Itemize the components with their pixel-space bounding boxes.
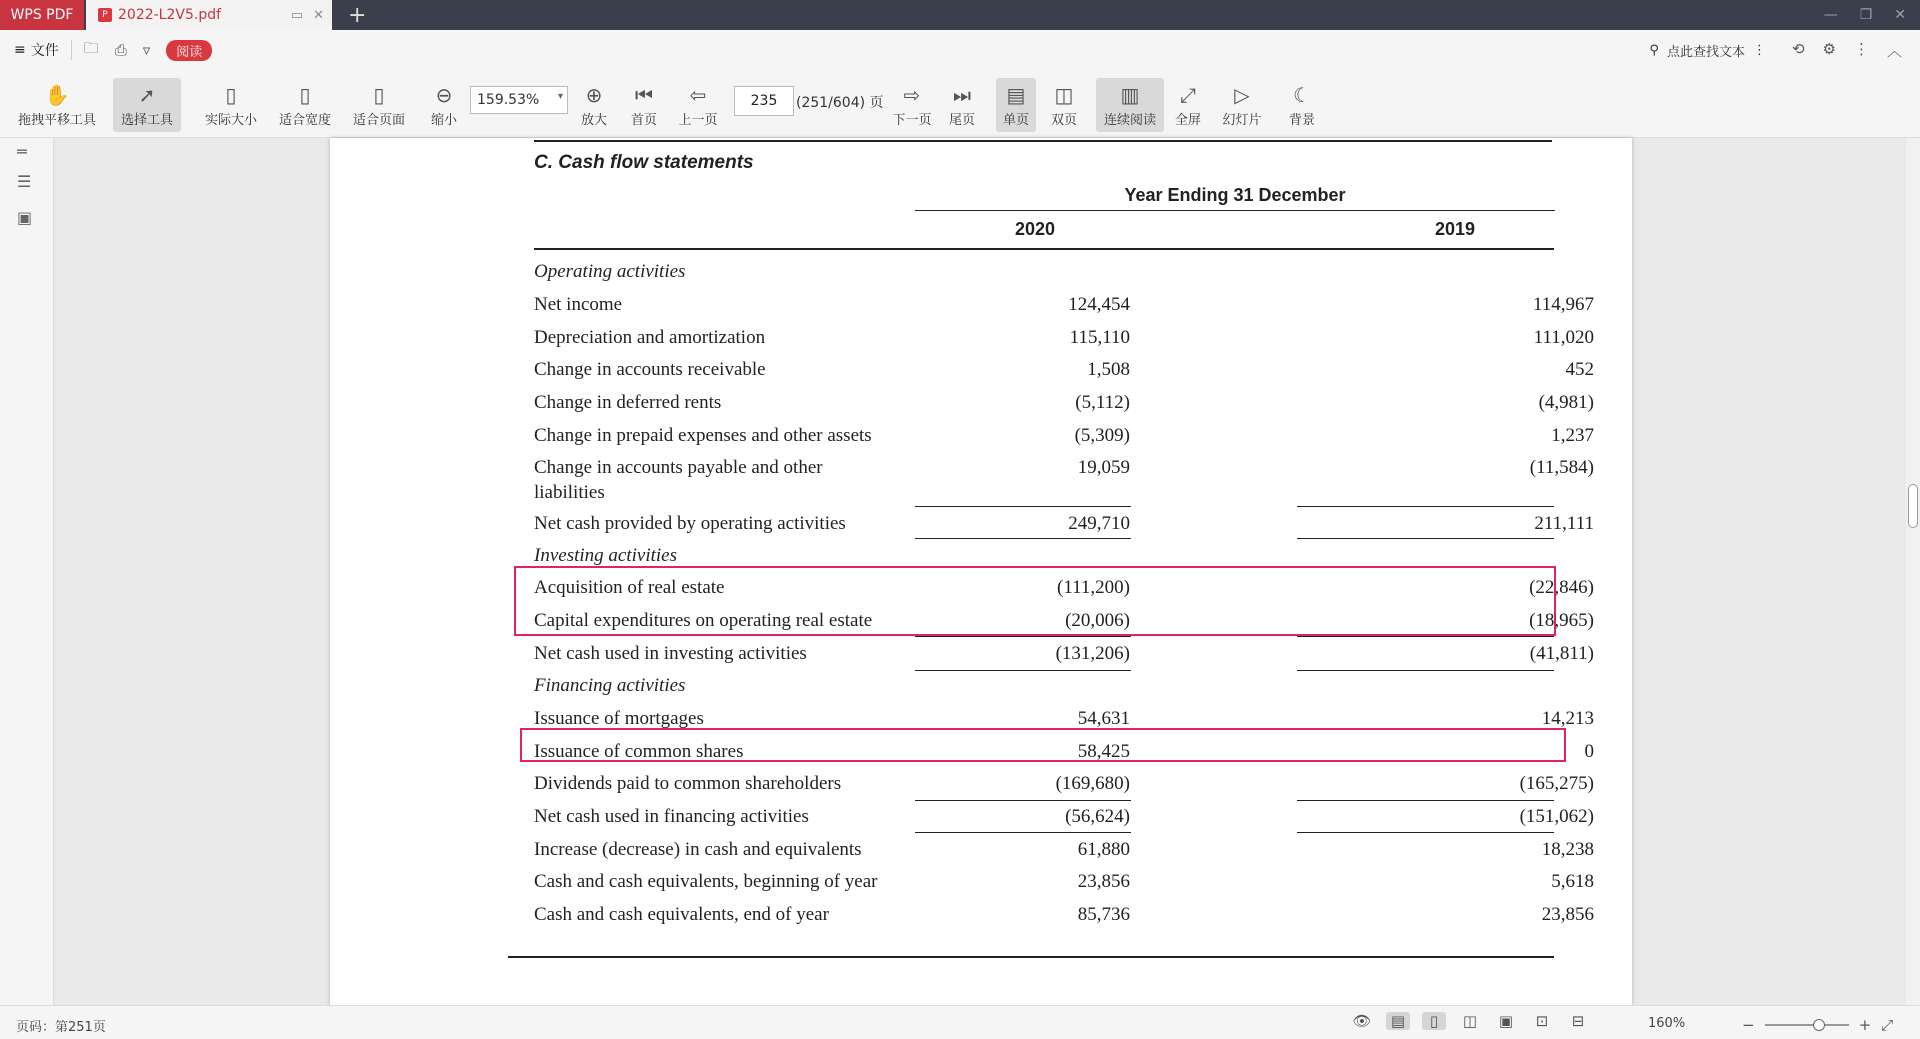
value-2019: (165,275) (1519, 773, 1594, 794)
highlight-box-common-shares (520, 728, 1566, 762)
moon-icon: ☾ (1293, 83, 1311, 107)
continuous-read-button[interactable] (1096, 78, 1164, 132)
value-2019: (22,846) (1529, 577, 1594, 598)
value-2019: 452 (1565, 359, 1594, 380)
search-text-button[interactable]: 点此查找文本 (1666, 44, 1745, 60)
file-menu-label: 文件 (30, 43, 59, 59)
actual-size-label: 实际大小 (204, 113, 257, 128)
hamburger-icon: ≡ (14, 42, 26, 58)
value-2019: 111,020 (1533, 327, 1594, 348)
zoom-track[interactable] (1765, 1024, 1849, 1026)
actual-size-button[interactable] (198, 78, 264, 132)
background-label: 背景 (1288, 113, 1315, 128)
eye-protection-icon[interactable]: 👁 (1352, 1012, 1372, 1030)
double-page-label: 双页 (1050, 113, 1077, 128)
zoom-out-label: 缩小 (430, 113, 457, 128)
fit-width-status-icon[interactable]: ⊟ (1571, 1012, 1585, 1030)
left-sidebar (0, 138, 54, 1005)
menu-bar (0, 30, 1920, 70)
pin-tab-icon[interactable]: ▭ (290, 7, 304, 23)
page-info: 页码：第251页 (16, 1020, 106, 1035)
prev-page-label: 上一页 (678, 113, 718, 128)
scrollbar-thumb[interactable] (1908, 484, 1918, 528)
value-2019: 211,111 (1534, 513, 1594, 534)
sidebar-drag-handle[interactable]: ═ (17, 142, 27, 161)
zoom-select[interactable]: 159.53% ▾ (470, 86, 568, 114)
row-label: Acquisition of real estate (534, 577, 725, 598)
zoom-level[interactable]: 160% (1648, 1016, 1686, 1031)
value-2020: (56,624) (1065, 806, 1130, 827)
row-label: Net cash provided by operating activities (534, 513, 846, 534)
value-2019: 5,618 (1551, 871, 1594, 892)
fit-page-icon: ▯ (373, 83, 385, 107)
value-2019: (4,981) (1538, 392, 1594, 413)
value-2020: (111,200) (1057, 577, 1130, 598)
continuous-view-icon[interactable]: ▤ (1386, 1012, 1410, 1030)
value-2019: 14,213 (1541, 708, 1594, 729)
file-menu[interactable] (14, 40, 59, 60)
double-page-icon: ◫ (1054, 83, 1074, 107)
close-tab-icon[interactable]: ✕ (313, 7, 324, 23)
value-2020: 61,880 (1077, 839, 1130, 860)
fit-width-button[interactable] (272, 78, 338, 132)
value-2020: (5,112) (1075, 392, 1130, 413)
more-dropdown-icon[interactable]: ▿ (142, 41, 151, 59)
value-2020: (5,309) (1074, 425, 1130, 446)
row-label: Investing activities (534, 545, 677, 566)
fit-width-label: 适合宽度 (278, 113, 331, 128)
continuous-icon: ▥ (1120, 83, 1140, 107)
column-header-2019: 2019 (1434, 219, 1476, 239)
prev-page-button[interactable] (674, 78, 722, 132)
value-2019: 23,856 (1541, 904, 1594, 925)
toolbar (0, 70, 1920, 138)
fit-page-label: 适合页面 (352, 113, 405, 128)
single-view-icon[interactable]: ▯ (1422, 1012, 1446, 1030)
value-2020: 54,631 (1077, 708, 1130, 729)
close-window-icon[interactable]: ✕ (1894, 7, 1906, 23)
select-tool-button[interactable] (113, 78, 181, 132)
read-mode-badge[interactable]: 阅读 (166, 40, 212, 61)
heading-rule (915, 210, 1555, 211)
value-2020: 19,059 (1077, 457, 1130, 478)
background-button[interactable] (1280, 78, 1324, 132)
cursor-icon: ➚ (138, 83, 156, 107)
hand-icon: ✋ (44, 83, 70, 107)
subtotal-rule-2019 (1297, 832, 1554, 833)
subtotal-rule-2019 (1297, 636, 1554, 637)
row-label: Net income (534, 294, 623, 315)
last-page-label: 尾页 (948, 113, 975, 128)
last-page-icon: ⏭ (953, 83, 971, 107)
hand-tool-label: 拖拽平移工具 (17, 113, 96, 128)
section-title: C. Cash flow statements (534, 152, 754, 173)
title-bar (0, 0, 1920, 30)
year-heading: Year Ending 31 December (1124, 185, 1346, 205)
app-brand-tab[interactable]: WPS PDF (0, 0, 84, 30)
subtotal-rule-2019 (1297, 506, 1554, 507)
subtotal-rule-2020 (915, 636, 1131, 637)
value-2020: (20,006) (1065, 610, 1130, 631)
zoom-in-label: 放大 (580, 113, 607, 128)
value-2019: (11,584) (1529, 457, 1594, 478)
menu-divider (71, 40, 72, 60)
row-label: Operating activities (534, 261, 686, 282)
zoom-in-icon: ⊕ (585, 83, 603, 107)
value-2020: (131,206) (1055, 643, 1130, 664)
header-bottom-rule (534, 248, 1554, 250)
highlight-box-investing (514, 566, 1556, 636)
zoom-decrease-icon[interactable]: − (1742, 1016, 1755, 1034)
collapse-icon[interactable]: ︿ (1886, 41, 1902, 60)
document-page (330, 138, 1632, 1005)
row-label: Capital expenditures on operating real estate (534, 610, 873, 631)
outline-icon[interactable]: ☰ (17, 172, 32, 191)
open-folder-icon[interactable]: 🗀 (83, 38, 99, 57)
continuous-label: 连续阅读 (1103, 113, 1156, 128)
fit-width-icon: ▯ (299, 83, 311, 107)
row-label: Depreciation and amortization (534, 327, 766, 348)
value-2019: 18,238 (1541, 839, 1594, 860)
next-page-button[interactable] (888, 78, 936, 132)
actual-size-status-icon[interactable]: ▣ (1498, 1012, 1514, 1030)
pdf-icon: P (98, 8, 112, 22)
value-2020: 85,736 (1077, 904, 1130, 925)
more-icon[interactable]: ⋮ (1853, 39, 1869, 58)
zoom-out-icon: ⊖ (435, 83, 453, 107)
menu-right-icons (1792, 40, 1902, 61)
fullscreen-icon: ⤢ (1180, 83, 1196, 107)
row-label: Cash and cash equivalents, beginning of year (534, 871, 878, 892)
hand-tool-button[interactable] (12, 78, 102, 132)
row-label: Cash and cash equivalents, end of year (534, 904, 829, 925)
row-label: Increase (decrease) in cash and equivalents (534, 839, 862, 860)
row-label: Change in accounts receivable (534, 359, 766, 380)
first-page-label: 首页 (630, 113, 657, 128)
print-icon[interactable]: ⎙ (114, 41, 127, 59)
search-more-icon[interactable]: ⋮ (1752, 42, 1766, 58)
arrow-right-icon: ⇨ (903, 83, 921, 107)
row-label: Dividends paid to common shareholders (534, 773, 842, 794)
single-page-button[interactable] (996, 78, 1036, 132)
value-2019: (18,965) (1529, 610, 1594, 631)
row-label: Issuance of mortgages (534, 708, 704, 729)
select-tool-label: 选择工具 (120, 113, 173, 128)
double-page-button[interactable] (1044, 78, 1084, 132)
slideshow-button[interactable] (1218, 78, 1266, 132)
row-label: Change in deferred rents (534, 392, 722, 413)
first-page-icon: ⏮ (635, 83, 653, 107)
value-2019: (151,062) (1519, 806, 1594, 827)
value-2020: 115,110 (1069, 327, 1130, 348)
view-mode-icons (1350, 1012, 1590, 1030)
search-area (1649, 40, 1920, 61)
subtotal-rule-2020 (915, 832, 1131, 833)
row-label: Issuance of common shares (534, 741, 744, 762)
gear-icon[interactable]: ⚙ (1822, 39, 1836, 58)
top-rule (534, 140, 1552, 142)
slideshow-icon: ▷ (1234, 83, 1250, 107)
arrow-left-icon: ⇦ (689, 83, 707, 107)
page-count: (251/604) 页 (796, 95, 884, 111)
row-label: Change in prepaid expenses and other assets (534, 425, 872, 446)
fit-page-status-icon[interactable]: ⊡ (1535, 1012, 1549, 1030)
value-2019: 114,967 (1532, 294, 1594, 315)
minimize-icon[interactable]: — (1823, 7, 1838, 23)
subtotal-rule-2019 (1297, 670, 1554, 671)
zoom-knob[interactable] (1813, 1019, 1825, 1031)
document-tab[interactable] (86, 0, 332, 30)
subtotal-rule-2020 (915, 800, 1131, 801)
value-2019: 0 (1584, 741, 1594, 762)
single-page-icon: ▤ (1006, 83, 1026, 107)
row-label: Net cash used in investing activities (534, 643, 807, 664)
restore-icon[interactable]: ❐ (1859, 7, 1873, 23)
zoom-out-button[interactable] (426, 78, 462, 132)
row-label: Change in accounts payable and other (534, 457, 823, 478)
value-2020: 23,856 (1077, 871, 1130, 892)
fullscreen-button[interactable] (1170, 78, 1206, 132)
row-label: Financing activities (534, 675, 686, 696)
value-2019: (41,811) (1529, 643, 1594, 664)
new-tab-icon[interactable]: + (348, 2, 367, 28)
status-bar (0, 1005, 1920, 1039)
window-controls (1824, 7, 1920, 23)
fit-page-button[interactable] (346, 78, 412, 132)
subtotal-rule-2020 (915, 506, 1131, 507)
value-2020: (169,680) (1055, 773, 1130, 794)
double-view-icon[interactable]: ◫ (1462, 1012, 1478, 1030)
row-label: Net cash used in financing activities (534, 806, 809, 827)
slideshow-label: 幻灯片 (1222, 113, 1262, 128)
vertical-scrollbar[interactable] (1906, 138, 1920, 1005)
last-page-button[interactable] (944, 78, 980, 132)
page-number-input[interactable]: 235 (734, 86, 794, 116)
column-header-2020: 2020 (1014, 219, 1056, 239)
subtotal-rule-2020 (915, 538, 1131, 539)
next-page-label: 下一页 (892, 113, 932, 128)
value-2020: 124,454 (1068, 294, 1130, 315)
thumbnail-icon[interactable]: ▣ (17, 208, 33, 227)
row-label-continuation: liabilities (534, 482, 605, 503)
fullscreen-label: 全屏 (1174, 113, 1201, 128)
value-2019: 1,237 (1551, 425, 1594, 446)
expand-icon[interactable]: ⤢ (1881, 1016, 1894, 1034)
search-icon[interactable]: ⚲ (1649, 42, 1659, 58)
actual-size-icon: ▯ (225, 83, 237, 107)
zoom-in-button[interactable] (576, 78, 612, 132)
subtotal-rule-2019 (1297, 800, 1554, 801)
value-2020: 58,425 (1077, 741, 1130, 762)
document-tab-name: 2022-L2V5.pdf (118, 7, 222, 23)
value-2020: 249,710 (1068, 513, 1130, 534)
single-page-label: 单页 (1002, 113, 1029, 128)
subtotal-rule-2019 (1297, 538, 1554, 539)
value-2020: 1,508 (1087, 359, 1130, 380)
subtotal-rule-2020 (915, 670, 1131, 671)
bottom-rule (508, 956, 1554, 958)
first-page-button[interactable] (626, 78, 662, 132)
zoom-increase-icon[interactable]: + (1858, 1016, 1872, 1034)
sync-icon[interactable]: ⟲ (1791, 39, 1805, 58)
zoom-slider[interactable] (1742, 1016, 1893, 1034)
